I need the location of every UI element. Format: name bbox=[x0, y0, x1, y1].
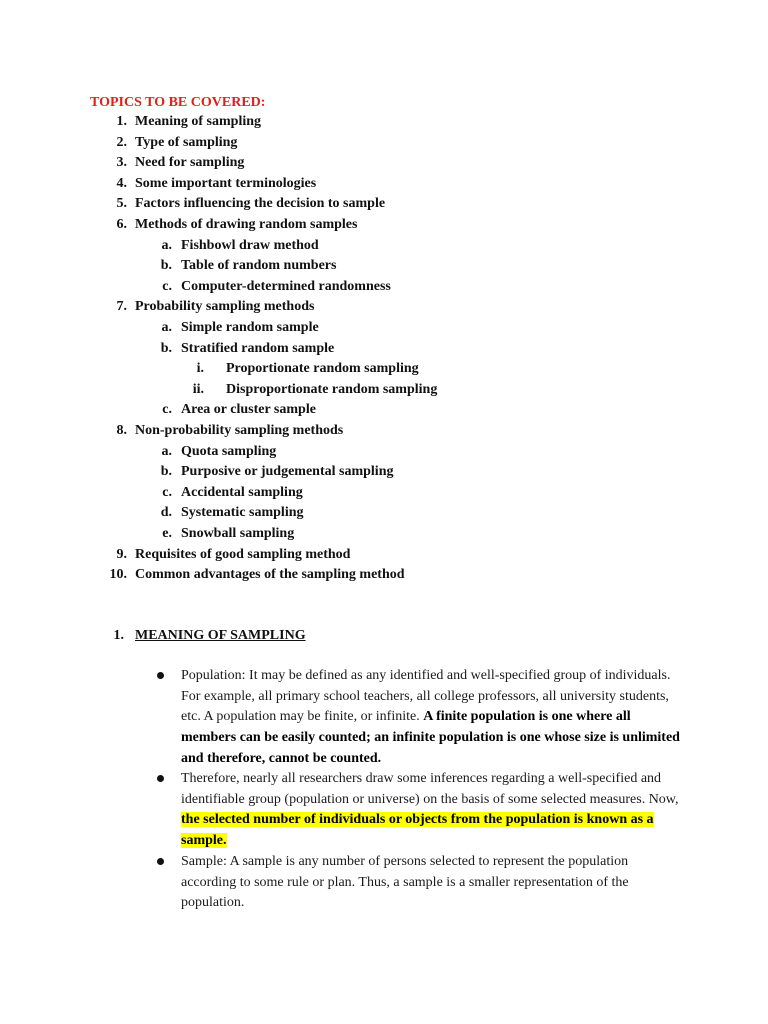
section-number: 1. bbox=[113, 628, 124, 643]
toc-item-marker: b. bbox=[160, 340, 172, 356]
bullet-dot-icon bbox=[157, 672, 164, 679]
toc-item-marker: c. bbox=[162, 484, 172, 500]
toc-item-label: Quota sampling bbox=[181, 443, 277, 459]
toc-item-label: Purposive or judgemental sampling bbox=[181, 464, 394, 480]
topics-heading: TOPICS TO BE COVERED: bbox=[90, 95, 266, 110]
toc-item-marker: d. bbox=[160, 505, 172, 521]
bullet-text bbox=[181, 852, 681, 914]
bullet-plain-text: Sample: A sample is any number of persons selected to represent the population according to some rule or plan. Thus, a sample is a smaller representation of the population. bbox=[181, 854, 629, 911]
toc-item-label: Table of random numbers bbox=[181, 258, 337, 274]
bullet-text bbox=[181, 769, 681, 852]
toc-item-label: Snowball sampling bbox=[181, 526, 295, 541]
toc-item-marker: 4. bbox=[116, 175, 127, 191]
section-title: MEANING OF SAMPLING bbox=[135, 628, 306, 643]
toc-item-label: Stratified random sample bbox=[181, 340, 335, 356]
toc-item-label: Fishbowl draw method bbox=[181, 237, 319, 253]
toc-item-marker: 9. bbox=[116, 546, 127, 562]
toc-item-marker: e. bbox=[162, 526, 172, 541]
toc-item-marker: i. bbox=[196, 361, 204, 377]
toc-item-label: Proportionate random sampling bbox=[226, 361, 419, 377]
toc-item-marker: b. bbox=[160, 464, 172, 480]
toc-item-marker: 3. bbox=[116, 155, 127, 171]
toc-item-label: Systematic sampling bbox=[181, 505, 304, 521]
toc-item-label: Type of sampling bbox=[135, 134, 238, 150]
bullet-plain-text: Therefore, nearly all researchers draw some inferences regarding a well-specified and identifiable group (population or universe) on the basis of some selected measures. Now, bbox=[181, 771, 679, 807]
toc-item-label: Need for sampling bbox=[135, 155, 245, 171]
bullet-text bbox=[181, 666, 681, 770]
toc-item-label: Non-probability sampling methods bbox=[135, 423, 344, 438]
highlighted-definition: the selected number of individuals or objects from the population is known as a sample. bbox=[181, 812, 654, 849]
toc-item-label: Methods of drawing random samples bbox=[135, 217, 358, 232]
toc-item-marker: c. bbox=[162, 278, 172, 294]
toc-item-marker: c. bbox=[162, 402, 172, 418]
toc-item-label: Meaning of sampling bbox=[135, 114, 262, 129]
toc-item-label: Factors influencing the decision to sample bbox=[135, 196, 386, 212]
bullet-dot-icon bbox=[157, 775, 164, 782]
toc-item-marker: 6. bbox=[116, 217, 127, 232]
toc-item-marker: 5. bbox=[116, 196, 127, 212]
toc-item-marker: b. bbox=[160, 258, 172, 274]
toc-item-label: Requisites of good sampling method bbox=[135, 546, 351, 562]
toc-item-marker: ii. bbox=[192, 381, 204, 397]
toc-item-marker: 2. bbox=[116, 134, 127, 150]
toc-item-label: Area or cluster sample bbox=[181, 402, 316, 418]
bullet-plain-text: Population: It may be defined as any identified and well-specified group of individuals. For example, all primary school teachers, all college professors, all university students, etc. A population may be finite, or infinite. bbox=[181, 668, 671, 725]
toc-item-label: Disproportionate random sampling bbox=[226, 381, 438, 397]
toc-item-label: Common advantages of the sampling method bbox=[135, 567, 405, 583]
bullet-dot-icon bbox=[157, 858, 164, 865]
toc-item-label: Some important terminologies bbox=[135, 175, 317, 191]
toc-item-marker: a. bbox=[161, 237, 172, 253]
toc-item-marker: 7. bbox=[116, 299, 127, 315]
toc-item-label: Computer-determined randomness bbox=[181, 278, 391, 294]
toc-item-marker: a. bbox=[161, 443, 172, 459]
toc-item-label: Accidental sampling bbox=[181, 484, 303, 500]
toc-item-marker: 8. bbox=[116, 423, 127, 438]
toc-item-marker: a. bbox=[161, 320, 172, 335]
toc-item-marker: 1. bbox=[116, 114, 127, 129]
bullet-bold-text: A finite population is one where all members can be easily counted; an infinite population is one whose size is unlimited and therefore, cannot be counted. bbox=[181, 709, 680, 766]
toc-item-marker: 10. bbox=[109, 567, 127, 583]
toc-item-label: Simple random sample bbox=[181, 320, 319, 335]
toc-item-label: Probability sampling methods bbox=[135, 299, 315, 315]
